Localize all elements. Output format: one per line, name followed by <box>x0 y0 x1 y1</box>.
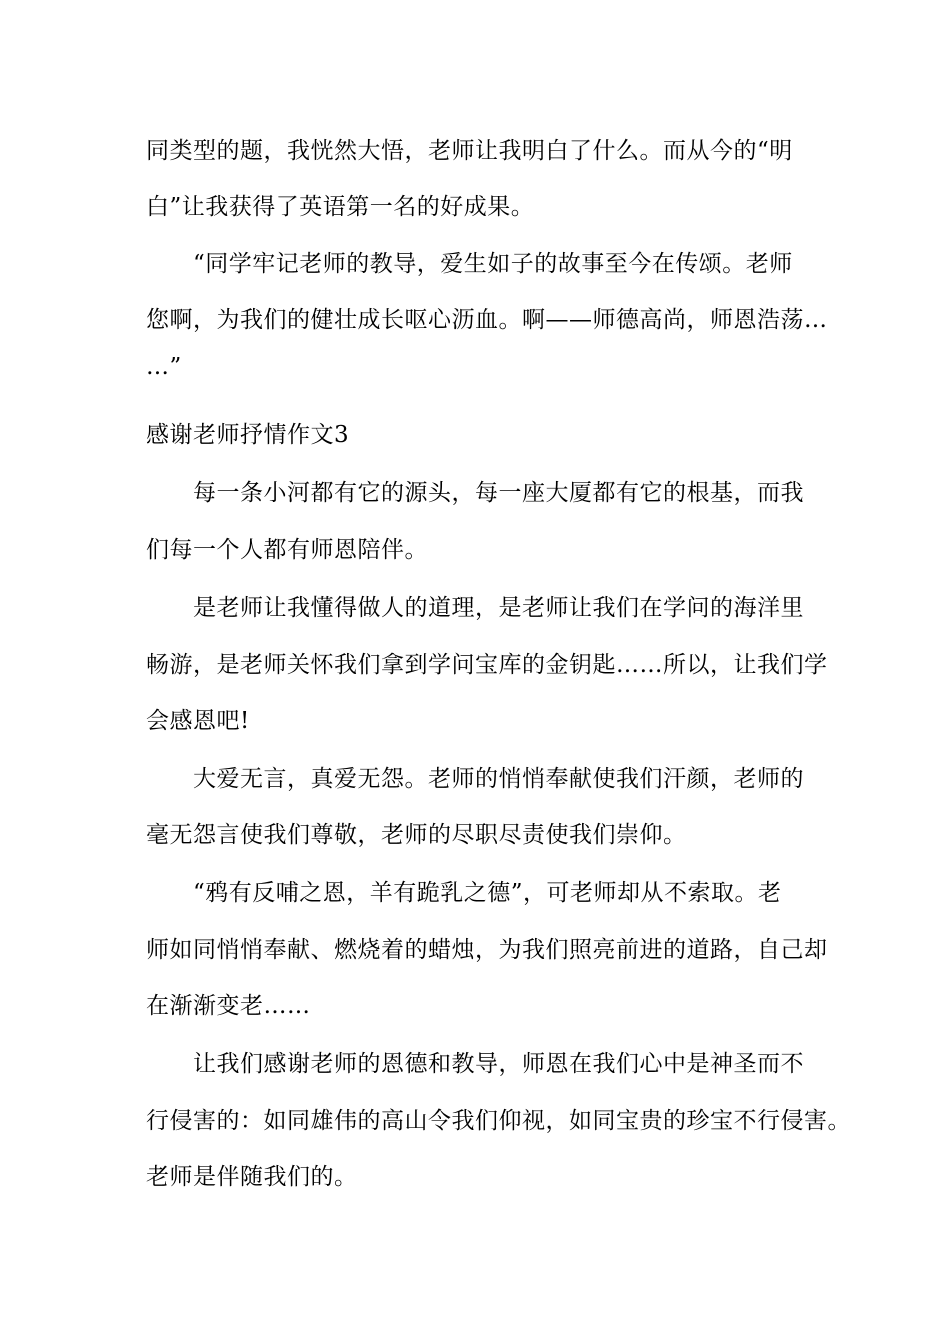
text-line: 毫无怨言使我们尊敬，老师的尽职尽责使我们崇仰。 <box>146 822 687 848</box>
text-line: 在渐渐变老…… <box>146 993 311 1019</box>
section-heading: 感谢老师抒情作文3 <box>146 422 350 448</box>
text-line: 畅游，是老师关怀我们拿到学问宝库的金钥匙……所以，让我们学 <box>146 652 828 678</box>
text-line: 您啊，为我们的健壮成长呕心沥血。啊——师德高尚，师恩浩荡… <box>146 307 828 333</box>
text-line: 师如同悄悄奉献、燃烧着的蜡烛，为我们照亮前进的道路，自己却 <box>146 937 828 963</box>
text-line: …” <box>146 354 182 380</box>
text-line: “鸦有反哺之恩，羊有跪乳之德”，可老师却从不索取。老 <box>146 880 782 906</box>
text-line: 行侵害的：如同雄伟的高山令我们仰视，如同宝贵的珍宝不行侵害。 <box>146 1108 851 1134</box>
text-line: 让我们感谢老师的恩德和教导，师恩在我们心中是神圣而不 <box>146 1051 804 1077</box>
text-line: 大爱无言，真爱无怨。老师的悄悄奉献使我们汗颜，老师的 <box>146 766 804 792</box>
text-line: 是老师让我懂得做人的道理，是老师让我们在学问的海洋里 <box>146 595 804 621</box>
text-line: 会感恩吧! <box>146 708 250 734</box>
text-line: 老师是伴随我们的。 <box>146 1164 358 1190</box>
text-line: 白”让我获得了英语第一名的好成果。 <box>146 194 535 220</box>
text-line: 同类型的题，我恍然大悟，老师让我明白了什么。而从今的“明 <box>146 138 793 164</box>
text-line: 每一条小河都有它的源头，每一座大厦都有它的根基，而我 <box>146 480 804 506</box>
text-line: 们每一个人都有师恩陪伴。 <box>146 537 428 563</box>
text-line: “同学牢记老师的教导，爱生如子的故事至今在传颂。老师 <box>146 251 793 277</box>
